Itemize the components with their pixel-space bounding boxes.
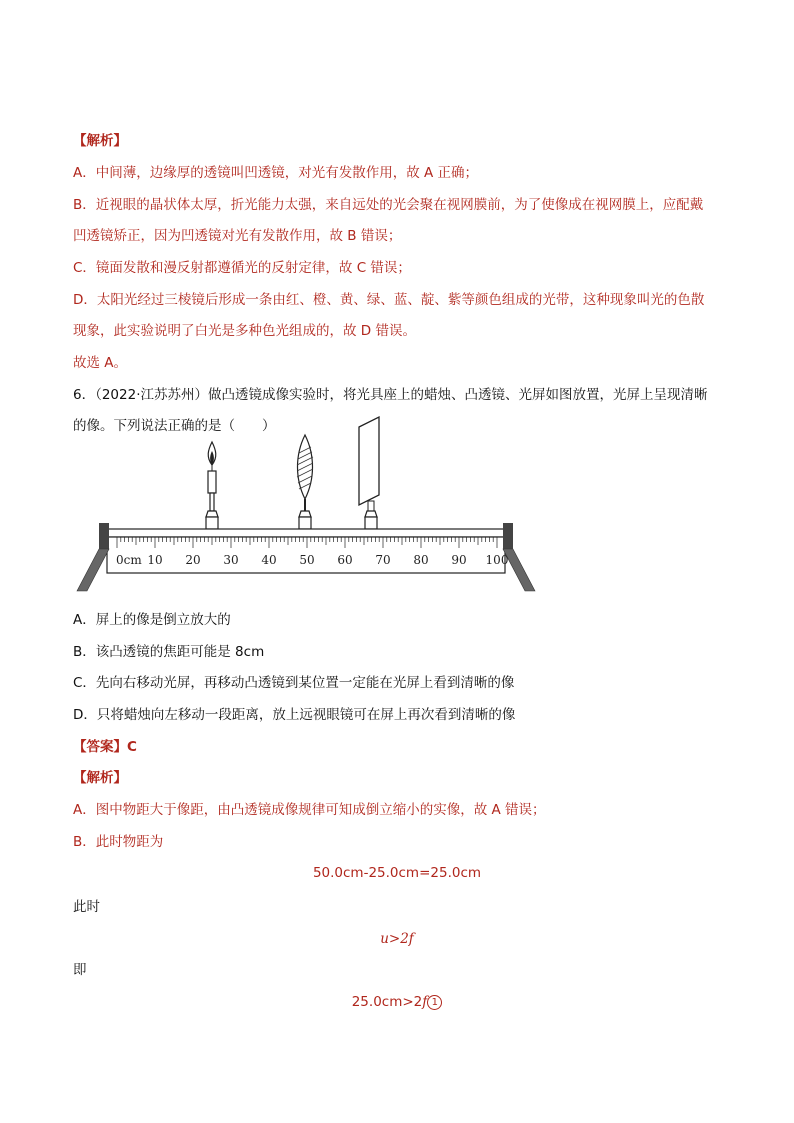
left-stand — [77, 523, 109, 591]
convex-lens — [297, 435, 313, 529]
equation-number: 1 — [427, 995, 442, 1010]
candle — [206, 442, 218, 529]
analysis-heading-1: 【解析】 — [73, 133, 127, 149]
ruler-tick-label: 80 — [413, 553, 429, 567]
ruler-tick-label: 100 — [485, 553, 509, 567]
ruler-tick-label: 70 — [375, 553, 391, 567]
light-screen — [359, 417, 379, 529]
right-stand — [503, 523, 535, 591]
ruler-tick-label: 90 — [451, 553, 467, 567]
ruler-tick-label: 0cm — [116, 553, 142, 567]
formula-25-gt-2f — [0, 992, 794, 1012]
answer: 【答案】C — [73, 739, 137, 755]
analysis-heading-2: 【解析】 — [73, 770, 127, 786]
analysis-item-a: A．中间薄，边缘厚的透镜叫凹透镜，对光有发散作用，故 A 正确； — [73, 165, 479, 181]
analysis-item-d-line2: 现象，此实验说明了白光是多种色光组成的，故 D 错误。 — [73, 323, 416, 339]
question-stem-line1: 6．（2022·江苏苏州）做凸透镜成像实验时，将光具座上的蜡烛、凸透镜、光屏如图放置，光屏上呈现清晰 — [73, 387, 708, 403]
ruler-tick-label: 60 — [337, 553, 353, 567]
formula3-text: 25.0cm>2 — [351, 994, 423, 1010]
ruler-tick-label: 50 — [299, 553, 315, 567]
bench-track — [107, 529, 508, 573]
option-c: C．先向右移动光屏，再移动凸透镜到某位置一定能在光屏上看到清晰的像 — [73, 675, 515, 691]
text-ci-shi: 此时 — [73, 899, 100, 915]
analysis-item-c: C．镜面发散和漫反射都遵循光的反射定律，故 C 错误； — [73, 260, 411, 276]
option-a: A．屏上的像是倒立放大的 — [73, 612, 231, 628]
text-ji: 即 — [73, 962, 87, 978]
analysis2-item-a: A．图中物距大于像距，由凸透镜成像规律可知成倒立缩小的实像，故 A 错误； — [73, 802, 546, 818]
analysis-item-d-line1: D．太阳光经过三棱镜后形成一条由红、橙、黄、绿、蓝、靛、紫等颜色组成的光带，这种现象叫光的色散 — [73, 292, 705, 308]
formula-u-gt-2f: u>2f — [380, 931, 414, 947]
optical-bench-figure — [73, 415, 543, 595]
analysis-item-b-line1: B．近视眼的晶状体太厚，折光能力太强，来自远处的光会聚在视网膜前，为了使像成在视网膜上，应配戴 — [73, 197, 704, 213]
option-b: B．该凸透镜的焦距可能是 8cm — [73, 644, 265, 660]
ruler-tick-label: 40 — [261, 553, 277, 567]
analysis2-item-b: B．此时物距为 — [73, 834, 164, 850]
formula3-variable: f — [422, 994, 428, 1010]
analysis-item-b-line2: 凹透镜矫正，因为凹透镜对光有发散作用，故 B 错误； — [73, 228, 402, 244]
ruler-tick-label: 20 — [185, 553, 201, 567]
option-d: D．只将蜡烛向左移动一段距离，放上远视眼镜可在屏上再次看到清晰的像 — [73, 707, 516, 723]
question-stem-line2: 的像。下列说法正确的是（ ） — [73, 418, 276, 434]
ruler-tick-label: 10 — [147, 553, 163, 567]
ruler-tick-label: 30 — [223, 553, 239, 567]
analysis-choice: 故选 A。 — [73, 355, 128, 371]
formula-object-distance: 50.0cm-25.0cm=25.0cm — [312, 865, 482, 881]
